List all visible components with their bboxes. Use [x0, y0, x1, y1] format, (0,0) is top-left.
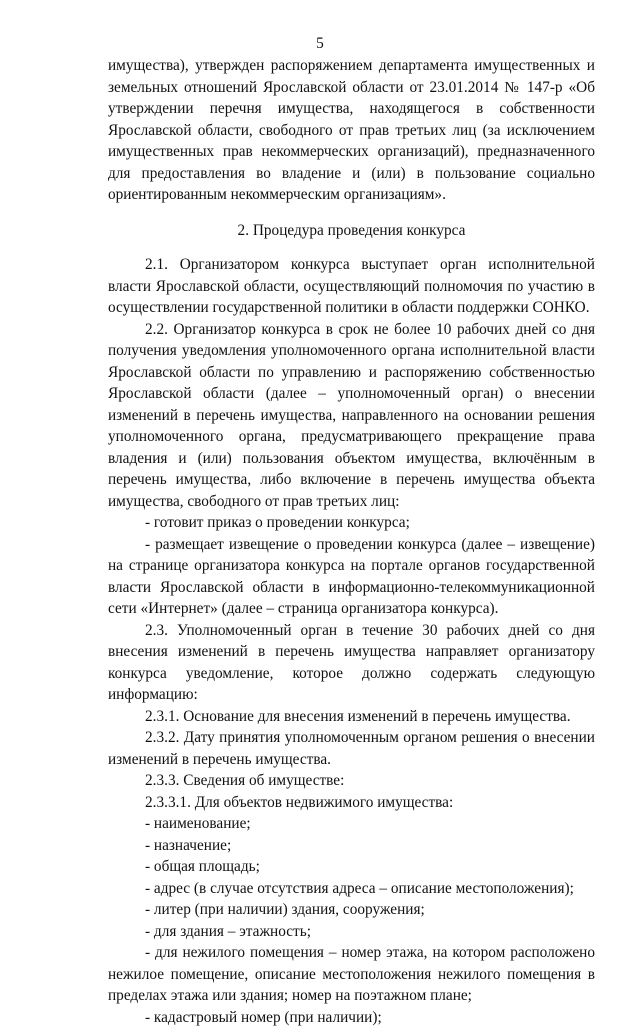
paragraph-2-3: 2.3. Уполномоченный орган в течение 30 рабочих дней со дня внесения изменений в перечень имущества направляет организатору конкурса уведомление, которое должно содержать следующую информацию: — [108, 620, 595, 706]
section-heading: 2. Процедура проведения конкурса — [108, 220, 595, 242]
list-item: - литер (при наличии) здания, сооружения; — [108, 899, 595, 921]
paragraph-2-3-2: 2.3.2. Дату принятия уполномоченным органом решения о внесении изменений в перечень имущества. — [108, 727, 595, 770]
list-item: - кадастровый номер (при наличии); — [108, 1007, 595, 1028]
list-item: - размещает извещение о проведении конкурса (далее – извещение) на странице организатора конкурса на портале органов государственной власти Ярославской области в информационно-телекоммуникационной сети «Интернет» (далее – страница организатора конкурса). — [108, 534, 595, 620]
document-body — [108, 55, 595, 1028]
page-number: 5 — [0, 34, 640, 54]
list-item: - готовит приказ о проведении конкурса; — [108, 512, 595, 534]
list-item: - назначение; — [108, 835, 595, 857]
intro-paragraph: имущества), утвержден распоряжением департамента имущественных и земельных отношений Ярославской области от 23.01.2014 № 147-р «Об утверждении перечня имущества, находящегося в собственности Ярославской области, свободного от прав третьих лиц (за исключением имущественных прав некоммерческих организаций), предназначенного для предоставления во владение и (или) в пользование социально ориентированным некоммерческим организациям». — [108, 55, 595, 206]
paragraph-2-3-3-1: 2.3.3.1. Для объектов недвижимого имущества: — [108, 792, 595, 814]
list-item: - для здания – этажность; — [108, 921, 595, 943]
paragraph-2-2: 2.2. Организатор конкурса в срок не более 10 рабочих дней со дня получения уведомления уполномоченного органа исполнительной власти Ярославской области по управлению и распоряжению собственностью Ярославской области (далее – уполномоченный орган) о внесении изменений в перечень имущества, направленного на основании решения уполномоченного органа, предусматривающего прекращение права владения и (или) пользования объектом имущества, включённым в перечень имущества, либо включение в перечень имущества объекта имущества, свободного от прав третьих лиц: — [108, 319, 595, 513]
paragraph-2-3-1: 2.3.1. Основание для внесения изменений в перечень имущества. — [108, 706, 595, 728]
paragraph-2-3-3: 2.3.3. Сведения об имуществе: — [108, 770, 595, 792]
list-item: - общая площадь; — [108, 856, 595, 878]
list-item: - адрес (в случае отсутствия адреса – описание местоположения); — [108, 878, 595, 900]
list-item: - для нежилого помещения – номер этажа, на котором расположено нежилое помещение, описание местоположения нежилого помещения в пределах этажа или здания; номер на поэтажном плане; — [108, 942, 595, 1007]
paragraph-2-1: 2.1. Организатором конкурса выступает орган исполнительной власти Ярославской области, осуществляющий полномочия по участию в осуществлении государственной политики в области поддержки СОНКО. — [108, 254, 595, 319]
list-item: - наименование; — [108, 813, 595, 835]
